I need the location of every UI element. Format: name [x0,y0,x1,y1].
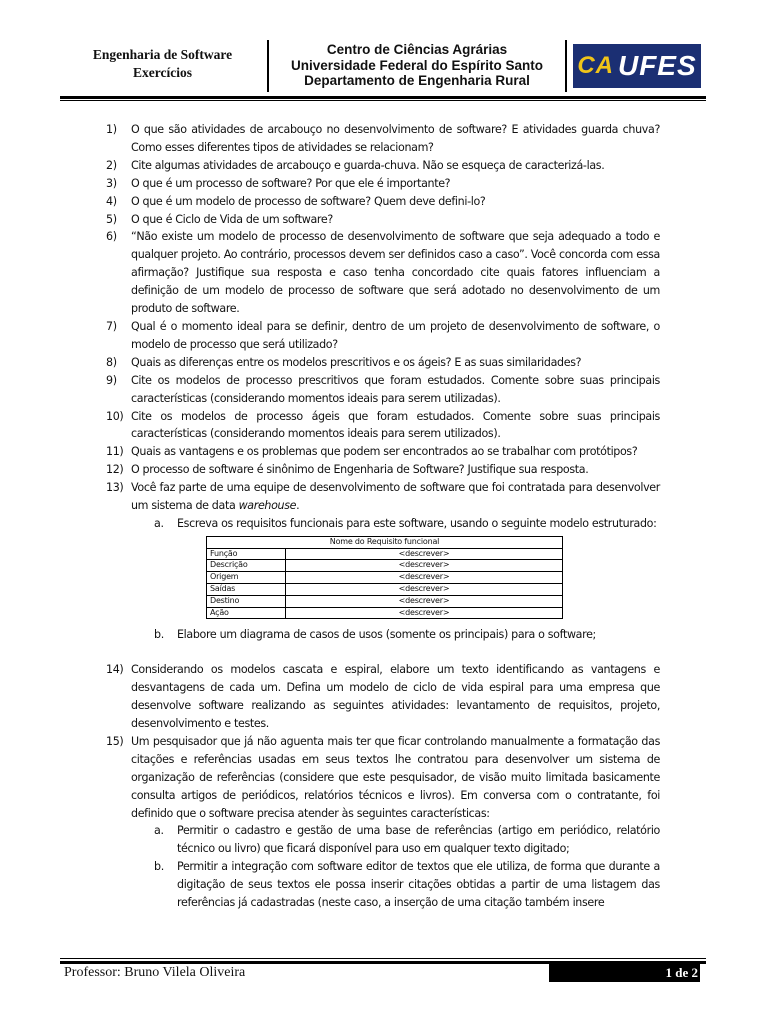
item-letter: b. [154,860,164,874]
question-15 [104,733,660,823]
row-label: Ação [207,607,286,619]
header-rule-thin [60,100,706,101]
question-11 [104,443,660,461]
spacer [104,644,660,661]
question-text: Cite os modelos de processo prescritivos que foram estudados. Comente sobre suas principais características (considerando momentos ideais para serem utilizadas). [131,373,660,405]
question-text: O que é Ciclo de Vida de um software? [131,212,333,226]
question-number: 5) [106,212,117,226]
question-number: 7) [106,319,117,333]
question-5 [104,211,660,229]
table-row [207,572,563,584]
row-label: Descrição [207,560,286,572]
question-15-item-b [104,858,660,912]
university-name: Universidade Federal do Espírito Santo [290,57,544,73]
table-row [207,560,563,572]
question-text: Cite os modelos de processo ágeis que foram estudados. Comente sobre suas principais características (considerando momentos ideais para serem utilizados). [131,409,660,441]
course-name: Engenharia de Software [92,47,233,62]
center-name: Centro de Ciências Agrárias [326,42,508,57]
row-label: Função [207,548,286,560]
question-text: O que é um processo de software? Por que ele é importante? [131,176,451,190]
question-10 [104,408,660,444]
item-text: Elabore um diagrama de casos de usos (somente os principais) para o software; [177,628,596,642]
item-text: Permitir a integração com software editor de textos que ele utiliza, de forma que durante a digitação de seus textos ele possa inserir citações obtidas a partir de uma listagem das referências já cadastradas (neste caso, a inserção de uma citação também insere [177,860,660,910]
item-text: Escreva os requisitos funcionais para este software, usando o seguinte modelo estruturado: [177,516,657,530]
question-text: O que é um modelo de processo de software? Quem deve defini-lo? [131,194,486,208]
question-15-item-a [104,822,660,858]
table-header-row [207,536,563,548]
row-label: Origem [207,572,286,584]
department-name: Departamento de Engenharia Rural [304,73,530,88]
row-value: <descrever> [286,584,563,596]
question-text: Qual é o momento ideal para se definir, dentro de um projeto de desenvolvimento de software, o modelo de processo que será utilizado? [131,319,660,351]
row-value: <descrever> [286,572,563,584]
question-8 [104,354,660,372]
item-text: Permitir o cadastro e gestão de uma base de referências (artigo em periódico, relatório técnico ou livro) que ficará disponível para uso em qualquer texto digitado; [177,824,660,856]
question-4 [104,193,660,211]
question-number: 4) [106,194,117,208]
professor-name: Professor: Bruno Vilela Oliveira [64,965,246,980]
question-text-end: . [296,499,300,513]
question-number: 6) [106,230,117,244]
question-text: “Não existe um modelo de processo de desenvolvimento de software que seja adequado a todo e qualquer projeto. Ao contrário, processos devem ser definidos caso a caso”. Você concorda com essa afirmação? Justifique sua resposta e caso tenha concordado cite quais fatores influenciam a definição de um modelo de processo de software que será adotado no desenvolvimento de um produto de software. [131,230,660,316]
question-number: 3) [106,176,117,190]
course-subtitle: Exercícios [133,65,192,80]
row-label: Saídas [207,584,286,596]
logo-ca-mark: CA [577,52,614,79]
item-letter: a. [154,516,164,530]
header-rule [60,96,706,99]
header-divider [267,40,269,92]
exercise-list [104,121,660,912]
question-number: 8) [106,355,117,369]
table-row [207,584,563,596]
question-13-item-a [104,515,660,533]
question-number: 10) [106,409,124,423]
question-text: Cite algumas atividades de arcabouço e guarda-chuva. Não se esqueça de caracterizá-las. [131,158,605,172]
row-value: <descrever> [286,595,563,607]
question-text: Você faz parte de uma equipe de desenvolvimento de software que foi contratada para desenvolver um sistema de data [131,481,660,513]
question-number: 12) [106,463,124,477]
question-number: 11) [106,445,124,459]
row-value: <descrever> [286,548,563,560]
institution-block [272,42,562,89]
logo-text: UFES [617,50,697,81]
question-14 [104,661,660,733]
question-number: 1) [106,123,117,136]
item-letter: b. [154,628,164,642]
question-text: Quais as diferenças entre os modelos prescritivos e os ágeis? E as suas similaridades? [131,355,582,369]
question-number: 9) [106,373,117,387]
requirements-template-table [206,536,563,620]
question-6 [104,228,660,318]
page-number: 1 de 2 [549,964,700,982]
table-row [207,548,563,560]
question-7 [104,318,660,354]
course-title [60,46,265,82]
question-1 [104,121,660,157]
question-text: Considerando os modelos cascata e espiral, elabore um texto identificando as vantagens e desvantagens de cada um. Defina um modelo de ciclo de vida espiral para uma empresa que desenvolve software realizando as seguintes atividades: levantamento de requisitos, projeto, desenvolvimento e testes. [131,663,660,731]
question-text: Quais as vantagens e os problemas que podem ser encontrados ao se trabalhar com protótipos? [131,445,638,459]
question-number: 2) [106,158,117,172]
question-9 [104,372,660,408]
page-header [60,40,705,96]
question-text: O que são atividades de arcabouço no desenvolvimento de software? E atividades guarda chuva? Como esses diferentes tipos de atividades se relacionam? [131,123,660,154]
question-text: O processo de software é sinônimo de Engenharia de Software? Justifique sua resposta. [131,463,589,477]
question-13-item-b [104,626,660,644]
row-value: <descrever> [286,560,563,572]
item-letter: a. [154,824,164,838]
question-number: 14) [106,663,124,677]
row-label: Destino [207,595,286,607]
question-13 [104,479,660,515]
table-header: Nome do Requisito funcional [207,536,563,548]
question-number: 13) [106,481,124,495]
ufes-logo [573,44,701,88]
question-text-italic: warehouse [238,499,297,513]
question-3 [104,175,660,193]
question-number: 15) [106,734,124,748]
table-row [207,595,563,607]
table-row [207,607,563,619]
question-12 [104,461,660,479]
header-divider [565,40,567,92]
question-text: Um pesquisador que já não aguenta mais ter que ficar controlando manualmente a formatação das citações e referências usadas em seus textos lhe contratou para desenvolver um sistema de organização de referências (considere que este pesquisador, de visão muito limitada basicamente consulta artigos de periódicos, relatórios técnicos e livros). Em conversa com o contratante, foi definido que o software precisa atender às seguintes características: [131,734,660,820]
row-value: <descrever> [286,607,563,619]
footer-rule-thin [60,958,706,959]
question-2 [104,157,660,175]
